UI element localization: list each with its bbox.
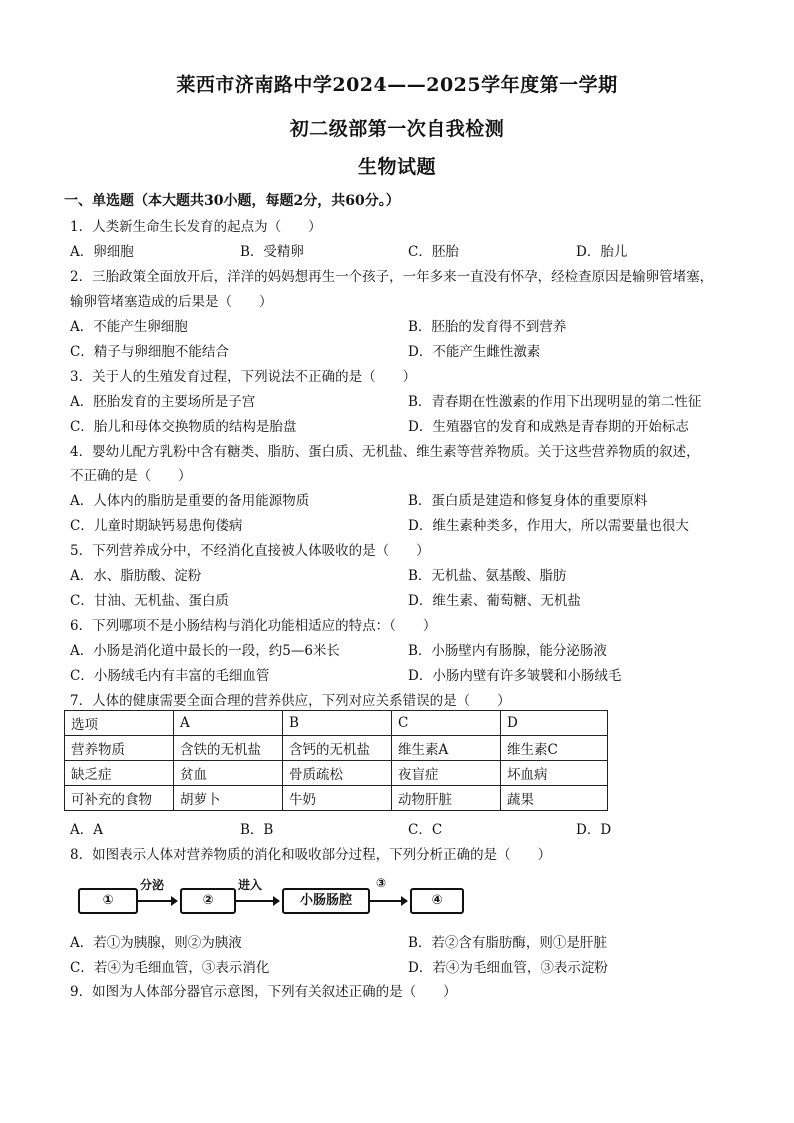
q5-option-d: D．维生素、葡萄糖、无机盐: [408, 593, 581, 609]
flow-label-2: 进入: [238, 878, 263, 892]
exam-subtitle: 初二级部第一次自我检测: [289, 118, 505, 140]
flow-box-4: ④: [410, 888, 464, 914]
q2-option-c: C．精子与卵细胞不能结合: [70, 344, 229, 360]
section-heading: 一、单选题（本大题共30小题，每题2分，共60分。）: [64, 193, 400, 209]
flow-arrow-3: [370, 900, 406, 902]
question-3-stem: 3．关于人的生殖发育过程，下列说法不正确的是（ ）: [70, 369, 417, 385]
table-cell: 贫血: [174, 761, 283, 786]
table-cell: 动物肝脏: [392, 786, 501, 811]
exam-title: 莱西市济南路中学2024——2025学年度第一学期: [176, 74, 618, 96]
q1-option-d: D．胎儿: [576, 244, 628, 260]
q3-option-d: D．生殖器官的发育和成熟是青春期的开始标志: [408, 419, 689, 435]
table-cell: 牛奶: [283, 786, 392, 811]
q3-option-a: A．胚胎发育的主要场所是子宫: [70, 394, 256, 410]
table-cell: 蔬果: [501, 786, 608, 811]
flow-box-3: 小肠肠腔: [282, 888, 370, 914]
table-cell: 夜盲症: [392, 761, 501, 786]
q5-option-b: B．无机盐、氨基酸、脂肪: [408, 568, 567, 584]
q7-option-c: C．C: [408, 822, 443, 838]
q2-option-d: D．不能产生雌性激素: [408, 344, 541, 360]
table-cell: A: [174, 711, 283, 736]
table-cell: 含铁的无机盐: [174, 736, 283, 761]
question-4-stem-line2: 不正确的是（ ）: [70, 468, 192, 484]
table-row: [65, 761, 608, 786]
table-cell: 含钙的无机盐: [283, 736, 392, 761]
nutrition-table: [64, 710, 608, 811]
q1-option-c: C．胚胎: [408, 244, 459, 260]
table-cell: D: [501, 711, 608, 736]
q3-option-c: C．胎儿和母体交换物质的结构是胎盘: [70, 419, 297, 435]
q7-option-b: B．B: [240, 822, 274, 838]
question-2-stem-line1: 2．三胎政策全面放开后，洋洋的妈妈想再生一个孩子，一年多来一直没有怀孕，经检查原因是输卵管堵塞，: [70, 269, 714, 285]
q7-option-a: A．A: [70, 822, 103, 838]
q7-option-d: D．D: [576, 822, 612, 838]
table-cell: 维生素C: [501, 736, 608, 761]
table-cell: 坏血病: [501, 761, 608, 786]
table-row: [65, 786, 608, 811]
flow-arrow-2: [236, 900, 278, 902]
table-cell: 缺乏症: [65, 761, 174, 786]
q6-option-a: A．小肠是消化道中最长的一段，约5—6米长: [70, 643, 340, 659]
question-7-stem: 7．人体的健康需要全面合理的营养供应，下列对应关系错误的是（ ）: [70, 693, 511, 709]
q1-option-a: A．卵细胞: [70, 244, 134, 260]
question-2-stem-line2: 输卵管堵塞造成的后果是（ ）: [70, 294, 273, 310]
question-9-stem: 9．如图为人体部分器官示意图，下列有关叙述正确的是（ ）: [70, 984, 457, 1000]
q3-option-b: B．青春期在性激素的作用下出现明显的第二性征: [408, 394, 702, 410]
flow-arrow-1: [138, 900, 176, 902]
table-cell: 维生素A: [392, 736, 501, 761]
q8-option-d: D．若④为毛细血管，③表示淀粉: [408, 960, 608, 976]
flow-box-2: ②: [180, 888, 236, 914]
flow-box-1: ①: [78, 888, 138, 914]
digestion-flow-diagram: [78, 876, 468, 926]
table-cell: 营养物质: [65, 736, 174, 761]
q4-option-c: C．儿童时期缺钙易患佝偻病: [70, 518, 243, 534]
table-cell: 选项: [65, 711, 174, 736]
question-6-stem: 6．下列哪项不是小肠结构与消化功能相适应的特点：（ ）: [70, 618, 437, 634]
q1-option-b: B．受精卵: [240, 244, 304, 260]
q6-option-d: D．小肠内壁有许多皱襞和小肠绒毛: [408, 668, 622, 684]
q8-option-b: B．若②含有脂肪酶，则①是肝脏: [408, 935, 607, 951]
table-cell: 骨质疏松: [283, 761, 392, 786]
q8-option-c: C．若④为毛细血管，③表示消化: [70, 960, 270, 976]
q4-option-b: B．蛋白质是建造和修复身体的重要原料: [408, 493, 648, 509]
table-cell: C: [392, 711, 501, 736]
q5-option-a: A．水、脂肪酸、淀粉: [70, 568, 202, 584]
table-row: [65, 736, 608, 761]
q6-option-b: B．小肠壁内有肠腺，能分泌肠液: [408, 643, 607, 659]
exam-subject: 生物试题: [357, 156, 436, 178]
q2-option-b: B．胚胎的发育得不到营养: [408, 319, 567, 335]
q4-option-a: A．人体内的脂肪是重要的备用能源物质: [70, 493, 310, 509]
q5-option-c: C．甘油、无机盐、蛋白质: [70, 593, 229, 609]
q6-option-c: C．小肠绒毛内有丰富的毛细血管: [70, 668, 270, 684]
question-8-stem: 8．如图表示人体对营养物质的消化和吸收部分过程，下列分析正确的是（ ）: [70, 847, 552, 863]
q2-option-a: A．不能产生卵细胞: [70, 319, 188, 335]
table-cell: 可补充的食物: [65, 786, 174, 811]
question-4-stem-line1: 4．婴幼儿配方乳粉中含有糖类、脂肪、蛋白质、无机盐、维生素等营养物质。关于这些营养物质的叙述，: [70, 444, 700, 460]
table-cell: 胡萝卜: [174, 786, 283, 811]
question-1-stem: 1．人类新生命生长发育的起点为（ ）: [70, 219, 322, 235]
q4-option-d: D．维生素种类多，作用大，所以需要量也很大: [408, 518, 689, 534]
flow-label-1: 分泌: [140, 878, 165, 892]
q8-option-a: A．若①为胰腺，则②为胰液: [70, 935, 242, 951]
question-5-stem: 5．下列营养成分中，不经消化直接被人体吸收的是（ ）: [70, 543, 430, 559]
flow-label-3: ③: [376, 876, 387, 890]
table-cell: B: [283, 711, 392, 736]
table-row: [65, 711, 608, 736]
